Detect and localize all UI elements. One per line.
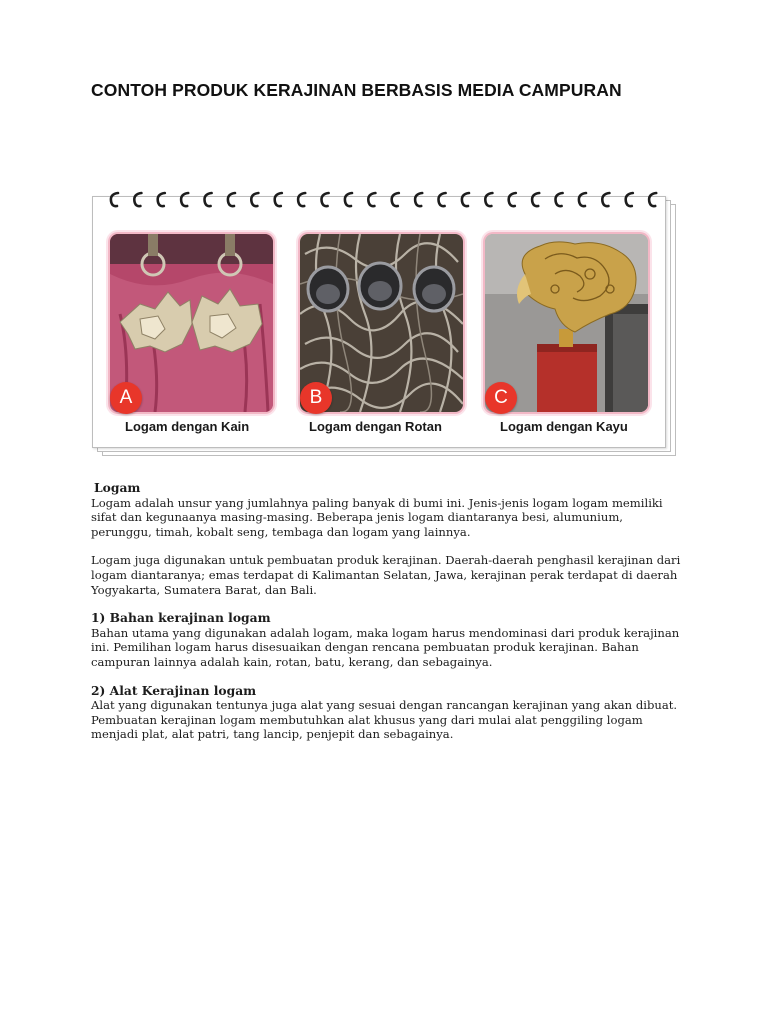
paragraph-line: Pembuatan kerajinan logam membutuhkan alat khusus yang dari mulai alat penggiling logam [91, 712, 643, 727]
binding-ring [509, 193, 516, 206]
badge-c: C [485, 382, 517, 414]
binding-ring [228, 193, 235, 206]
binding-ring [415, 193, 422, 206]
binding-ring [321, 193, 328, 206]
binding-ring [392, 193, 399, 206]
page-title: CONTOH PRODUK KERAJINAN BERBASIS MEDIA CAMPURAN [91, 80, 622, 100]
paragraph-line: ini. Pemilihan logam harus disesuaikan dengan rencana pembuatan produk kerajinan. Bahan [91, 640, 639, 655]
binding-ring [251, 193, 258, 206]
paragraph-line: Bahan utama yang digunakan adalah logam, maka logam harus mendominasi dari produk kerajinan [91, 625, 680, 640]
binding-ring [158, 193, 165, 206]
binding-ring [532, 193, 539, 206]
section-heading: Logam [94, 480, 141, 495]
body-text [91, 481, 691, 756]
binding-ring [555, 193, 562, 206]
binding-ring [368, 193, 375, 206]
binding-ring [438, 193, 445, 206]
binding-ring [134, 193, 141, 206]
badge-a: A [110, 382, 142, 414]
paragraph-line: perunggu, timah, kobalt seng, tembaga dan logam yang lainnya. [91, 524, 471, 539]
section-heading: 2) Alat Kerajinan logam [91, 682, 257, 698]
paragraph-line: sifat dan kegunaanya masing-masing. Beberapa jenis logam diantaranya besi, alumunium, [91, 510, 623, 525]
badge-b: B [300, 382, 332, 414]
notebook-figure [92, 190, 676, 456]
section-logam [91, 481, 691, 539]
binding-ring [204, 193, 211, 206]
paragraph-line: campuran lainnya adalah kain, rotan, batu, kerang, dan sebagainya. [91, 654, 493, 669]
section-alat [91, 684, 691, 742]
binding-ring [626, 193, 633, 206]
binding-ring [602, 193, 609, 206]
paragraph-line: Logam juga digunakan untuk pembuatan produk kerajinan. Daerah-daerah penghasil kerajinan dari [91, 553, 681, 568]
binding-ring [275, 193, 282, 206]
binding-ring [462, 193, 469, 206]
binding-ring [298, 193, 305, 206]
binding-ring [649, 193, 656, 206]
paragraph-line: menjadi plat, alat patri, tang lancip, penjepit dan sebagainya. [91, 727, 454, 742]
binding-ring [345, 193, 352, 206]
caption-b: Logam dengan Rotan [309, 419, 442, 434]
binding-ring [485, 193, 492, 206]
paragraph-line: Yogyakarta, Sumatera Barat, dan Bali. [91, 582, 317, 597]
binding-ring [111, 193, 118, 206]
caption-c: Logam dengan Kayu [500, 419, 628, 434]
binding-ring [181, 193, 188, 206]
section-heading: 1) Bahan kerajinan logam [91, 610, 271, 626]
paragraph-line: Alat yang digunakan tentunya juga alat yang sesuai dengan rancangan kerajinan yang akan dibuat. [91, 698, 678, 713]
paragraph-line: Logam adalah unsur yang jumlahnya paling banyak di bumi ini. Jenis-jenis logam logam memiliki [91, 495, 663, 510]
spiral-binding [92, 190, 676, 210]
paragraph-line: logam diantaranya; emas terdapat di Kalimantan Selatan, Jawa, kerajinan perak terdapat di daerah [91, 567, 678, 582]
binding-ring [579, 193, 586, 206]
section-bahan [91, 611, 691, 669]
caption-a: Logam dengan Kain [125, 419, 250, 434]
section-penghasil [91, 553, 691, 597]
